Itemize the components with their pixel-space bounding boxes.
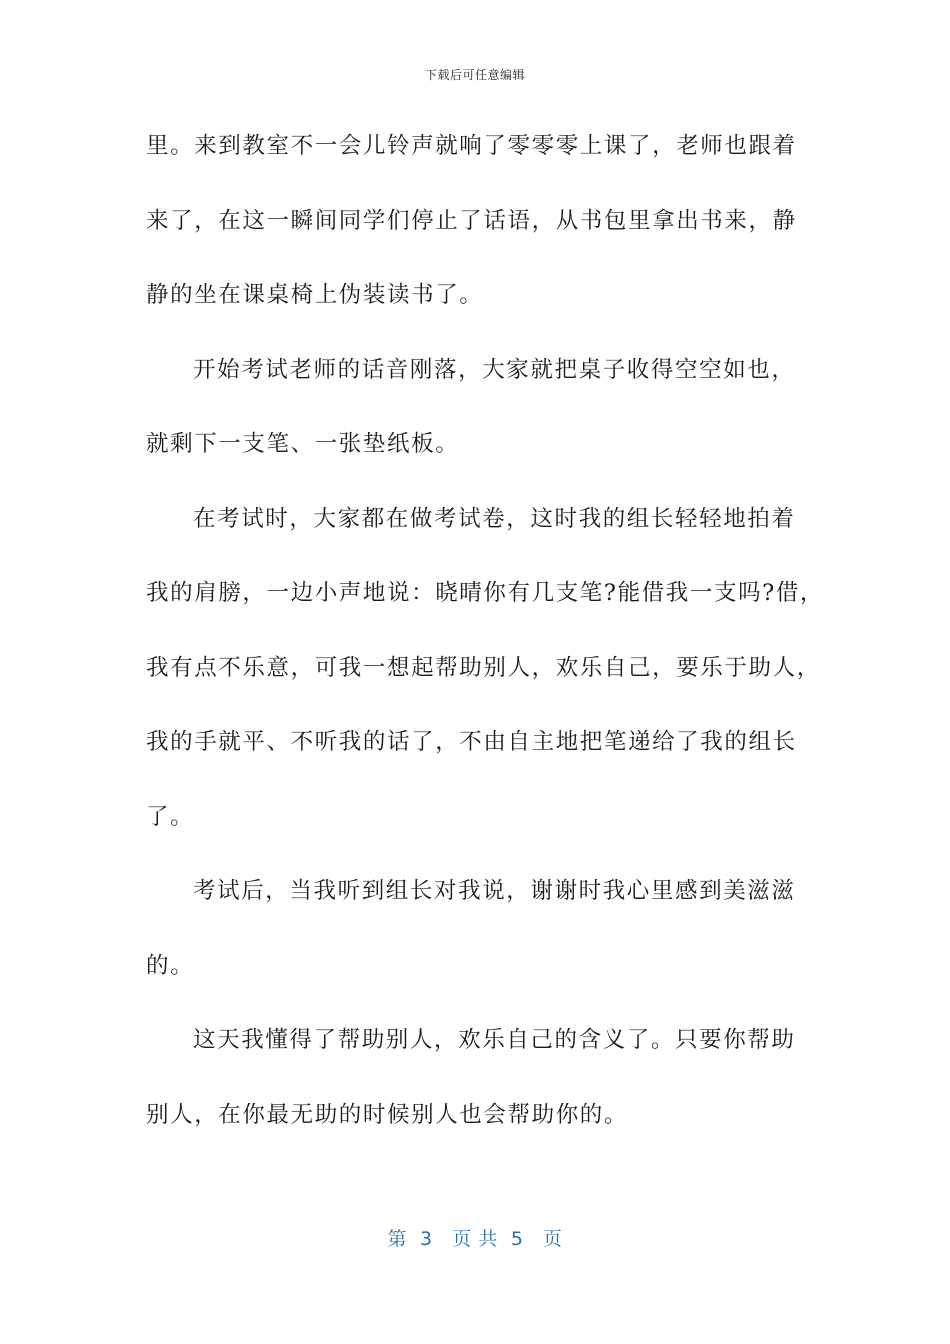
text-line: 我的手就平、不听我的话了，不由自主地把笔递给了我的组长 bbox=[146, 729, 797, 755]
page-number-footer: 第 3 页 共 5 页 bbox=[387, 1228, 563, 1250]
text-line: 里。来到教室不一会儿铃声就响了零零零上课了，老师也跟着 bbox=[146, 133, 797, 159]
text-line: 别人，在你最无助的时候别人也会帮助你的。 bbox=[146, 1101, 629, 1128]
text-line: 的。 bbox=[146, 952, 195, 979]
text-line: 考试后，当我听到组长对我说，谢谢时我心里感到美滋滋 bbox=[193, 878, 796, 904]
text-line: 了。 bbox=[146, 803, 195, 830]
text-line: 我有点不乐意，可我一想起帮助别人，欢乐自己，要乐于助人， bbox=[146, 654, 821, 681]
text-line: 静的坐在课桌椅上伪装读书了。 bbox=[146, 282, 484, 308]
text-line: 来了，在这一瞬间同学们停止了话语，从书包里拿出书来，静 bbox=[146, 207, 797, 234]
document-body bbox=[146, 118, 825, 1161]
text-line: 开始考试老师的话音刚落，大家就把桌子收得空空如也， bbox=[193, 356, 796, 383]
text-line: 这天我懂得了帮助别人，欢乐自己的含义了。只要你帮助 bbox=[193, 1027, 796, 1053]
text-line: 在考试时，大家都在做考试卷，这时我的组长轻轻地拍着 bbox=[193, 505, 796, 532]
text-line: 就剩下一支笔、一张垫纸板。 bbox=[146, 431, 460, 457]
text-line: 我的肩膀，一边小声地说：晓晴你有几支笔?能借我一支吗?借， bbox=[146, 580, 825, 606]
page-header: 下载后可任意编辑 bbox=[424, 68, 525, 82]
